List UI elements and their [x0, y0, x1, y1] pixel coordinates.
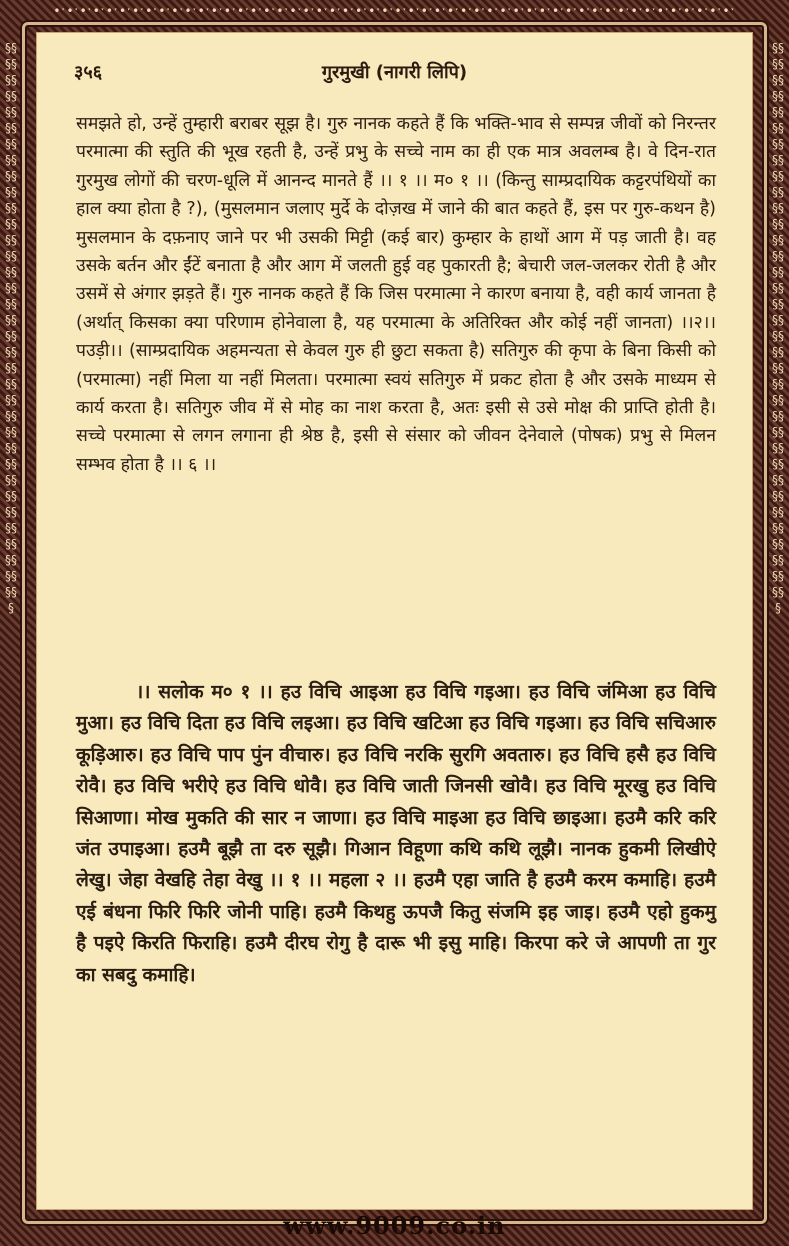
gurmukhi-paragraph: ।। सलोक म० १ ।। हउ विचि आइआ हउ विचि गइआ। हउ विचि जंमिआ हउ विचि मुआ। हउ विचि दिता हउ विचि लइआ। हउ विचि खटिआ हउ विचि गइआ। हउ विचि सचिआरु कूड़िआरु। हउ विचि पाप पुंन वीचारु। हउ विचि नरकि सुरगि अवतारु। हउ विचि हसै हउ विचि रोवै। हउ विचि भरीऐ हउ विचि धोवै। हउ विचि जाती जिनसी खोवै। हउ विचि मूरखु हउ विचि सिआणा। मोख मुकति की सार न जाणा। हउ विचि माइआ हउ विचि छाइआ। हउमै करि करि जंत उपाइआ। हउमै बूझै ता दरु सूझै। गिआन विहूणा कथि कथि लूझै। नानक हुकमी लिखीऐ लेखु। जेहा वेखहि तेहा वेखु ।। १ ।। महला २ ।। हउमै एहा जाति है हउमै करम कमाहि। हउमै एई बंधना फिरि फिरि जोनी पाहि। हउमै किथहु ऊपजै कितु संजमि इह जाइ। हउमै एहो हुकमु है पइऐ किरति फिराहि। हउमै दीरघ रोगु है दारू भी इसु माहि। किरपा करे जे आपणी ता गुर का सबदु कमाहि।	[76, 681, 716, 986]
page	[36, 32, 753, 1210]
top-ornament-border: •ˑ•ˑ•ˑ•ˑ•ˑ•ˑ•ˑ•ˑ•ˑ•ˑ•ˑ•ˑ•ˑ•ˑ•ˑ•ˑ•ˑ•ˑ•ˑ•ˑ•ˑ•ˑ•ˑ•ˑ•ˑ•ˑ•ˑ•ˑ•ˑ•ˑ•ˑ•ˑ•ˑ•ˑ•ˑ•ˑ•ˑ•ˑ•ˑ•ˑ•ˑ•ˑ•ˑ•ˑ•ˑ•ˑ•ˑ•ˑ•ˑ•ˑ•ˑ•ˑ	[53, 4, 736, 18]
left-ornament-border: §§§§§§§§§§§§§§§§§§§§§§§§§§§§§§§§§§§§§§§§§§§§§§§§§§§§§§§§§§§§§§§§§§§§§§§	[5, 41, 17, 615]
right-ornament-border: §§§§§§§§§§§§§§§§§§§§§§§§§§§§§§§§§§§§§§§§§§§§§§§§§§§§§§§§§§§§§§§§§§§§§§§	[772, 41, 784, 615]
footer-url[interactable]: www.9009.co.in	[283, 1211, 506, 1240]
running-title: गुरमुखी (नागरी लिपि)	[321, 62, 468, 83]
page-number: ३५६	[74, 62, 103, 83]
translation-paragraph: समझते हो, उन्हें तुम्हारी बराबर सूझ है। गुरु नानक कहते हैं कि भक्ति-भाव से सम्पन्न जीवों को निरन्तर परमात्मा की स्तुति की भूख रहती है, उन्हें प्रभु के सच्चे नाम का ही एक मात्र अवलम्ब है। वे दिन-रात गुरमुख लोगों की चरण-धूलि में आनन्द मानते हैं ।। १ ।। म० १ ।। (किन्तु साम्प्रदायिक कट्टरपंथियों का हाल क्या होता है ?), (मुसलमान जलाए मुर्दे के दोज़ख में जाने की बात कहते हैं, इस पर गुरु-कथन है) मुसलमान के दफ़नाए जाने पर भी उसकी मिट्टी (कई बार) कुम्हार के हाथों आग में पड़ जाती है। वह उसके बर्तन और ईंटें बनाता है और आग में जलती हुई वह पुकारती है; बेचारी जल-जलकर रोती है और उसमें से अंगार झड़ते हैं। गुरु नानक कहते हैं कि जिस परमात्मा ने कारण बनाया है, वही कार्य जानता है (अर्थात् किसका क्या परिणाम होनेवाला है, यह परमात्मा के अतिरिक्त और कोई नहीं जानता) ।।२।। पउड़ी।। (साम्प्रदायिक अहमन्यता से केवल गुरु ही छुटा सकता है) सतिगुरु की कृपा के बिना किसी को (परमात्मा) नहीं मिला या नहीं मिलता। परमात्मा स्वयं सतिगुरु में प्रकट होता है और उसके माध्यम से कार्य करता है। सतिगुरु जीव में से मोह का नाश करता है, अतः इसी से उसे मोक्ष की प्राप्ति होती है। सच्चे परमात्मा से लगन लगाना ही श्रेष्ठ है, इसी से संसार को जीवन देनेवाले (पोषक) प्रभु से मिलन सम्भव होता है ।। ६ ।।	[76, 114, 716, 475]
page-header	[36, 60, 753, 88]
